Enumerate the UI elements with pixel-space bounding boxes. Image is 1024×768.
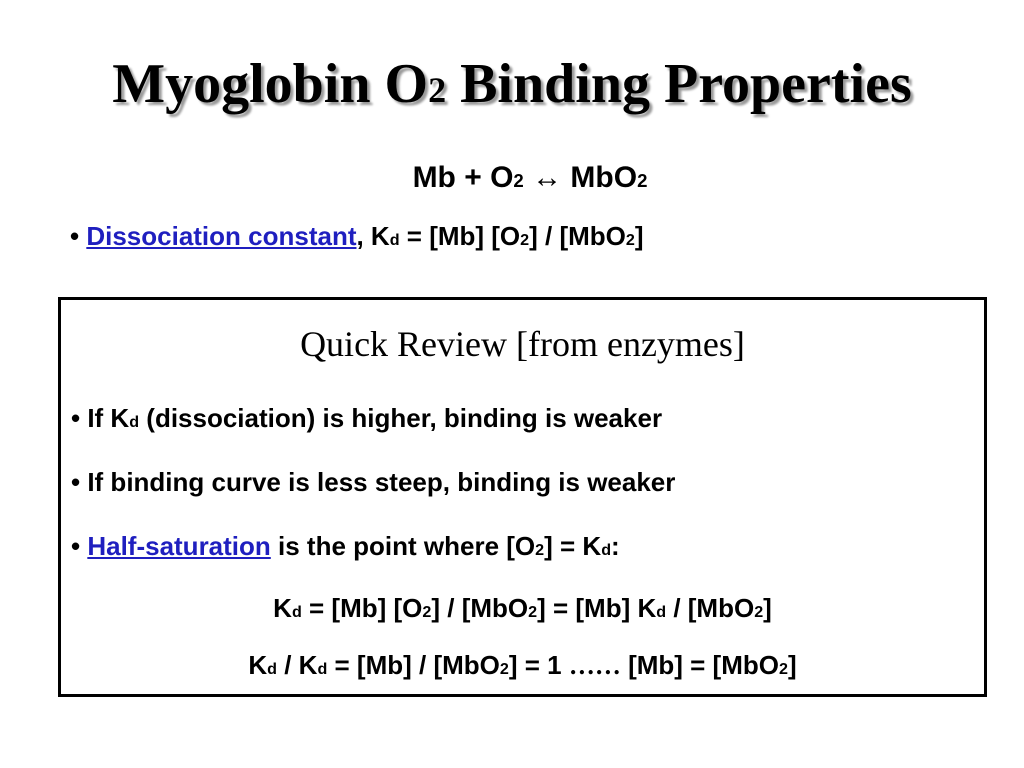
equation-reactants: Mb + O [412, 161, 514, 194]
kd-symbol: K [248, 650, 268, 680]
kd-subscript: d [656, 603, 667, 621]
kd-symbol: K [273, 593, 292, 623]
equation-part: ] / [MbO [431, 593, 529, 623]
review-item-curve-steepness: • If binding curve is less steep, binding is weaker [71, 467, 676, 497]
mbo2-subscript: 2 [528, 603, 538, 621]
kd-definition [70, 218, 644, 258]
bullet: • [71, 531, 88, 561]
mbo2-subscript: 2 [754, 603, 764, 621]
kd-subscript: d [291, 603, 302, 621]
review-item-text: If K [87, 403, 130, 433]
mbo2-subscript: 2 [778, 660, 788, 678]
slide-title-suffix: Binding Properties [446, 53, 912, 115]
equilibrium-arrow-icon: ↔ [523, 161, 571, 194]
kd-subscript: d [389, 231, 400, 249]
half-saturation-equation-2 [61, 647, 984, 687]
slide-title-text: Myoglobin O [112, 53, 429, 115]
review-item-text: : [611, 531, 620, 561]
slide-title [0, 48, 1024, 126]
equation-part: ] [763, 593, 772, 623]
equation-part: / [MbO [666, 593, 755, 623]
equation-part: = [Mb] / [MbO [327, 650, 500, 680]
kd-symbol: , K [356, 221, 390, 251]
kd-subscript: d [267, 660, 277, 678]
bullet: • [71, 403, 88, 433]
equation-part: [Mb] = [MbO [620, 650, 779, 680]
o2-subscript: 2 [535, 541, 545, 559]
kd-subscript: d [317, 660, 328, 678]
equation-part: ] = 1 [508, 650, 569, 680]
mbo2-subscript: 2 [625, 231, 635, 249]
review-item-text: is the point where [O [270, 531, 536, 561]
dissociation-constant-link[interactable]: Dissociation constant [86, 221, 357, 251]
binding-equation [0, 158, 1024, 201]
equation-part: ] [787, 650, 797, 680]
ellipsis: …… [568, 651, 621, 680]
equation-part: ] = [Mb] K [537, 593, 657, 623]
kd-subscript: d [129, 413, 140, 431]
o2-subscript: 2 [422, 603, 432, 621]
half-saturation-equation-1 [61, 590, 984, 630]
kd-formula-part: ] [634, 221, 644, 251]
equation-o2-subscript: 2 [513, 170, 524, 191]
review-item-text: (dissociation) is higher, binding is weaker [139, 403, 663, 433]
review-item-text: ] = K [544, 531, 602, 561]
mbo2-subscript: 2 [499, 660, 509, 678]
review-item-half-saturation [71, 528, 620, 568]
kd-formula-part: = [Mb] [O [399, 221, 521, 251]
equation-part: = [Mb] [O [301, 593, 423, 623]
quick-review-box [58, 297, 987, 697]
equation-product: MbO [570, 161, 638, 194]
equation-mbo2-subscript: 2 [637, 170, 648, 191]
half-saturation-link[interactable]: Half-saturation [87, 531, 271, 561]
slide-title-subscript: 2 [428, 70, 447, 110]
kd-formula-part: ] / [MbO [529, 221, 626, 251]
equation-part: / K [277, 650, 318, 680]
bullet: • [70, 221, 87, 251]
quick-review-title: Quick Review [from enzymes] [300, 324, 745, 364]
kd-subscript: d [601, 541, 612, 559]
o2-subscript: 2 [520, 231, 530, 249]
review-item-kd-higher [71, 400, 662, 440]
